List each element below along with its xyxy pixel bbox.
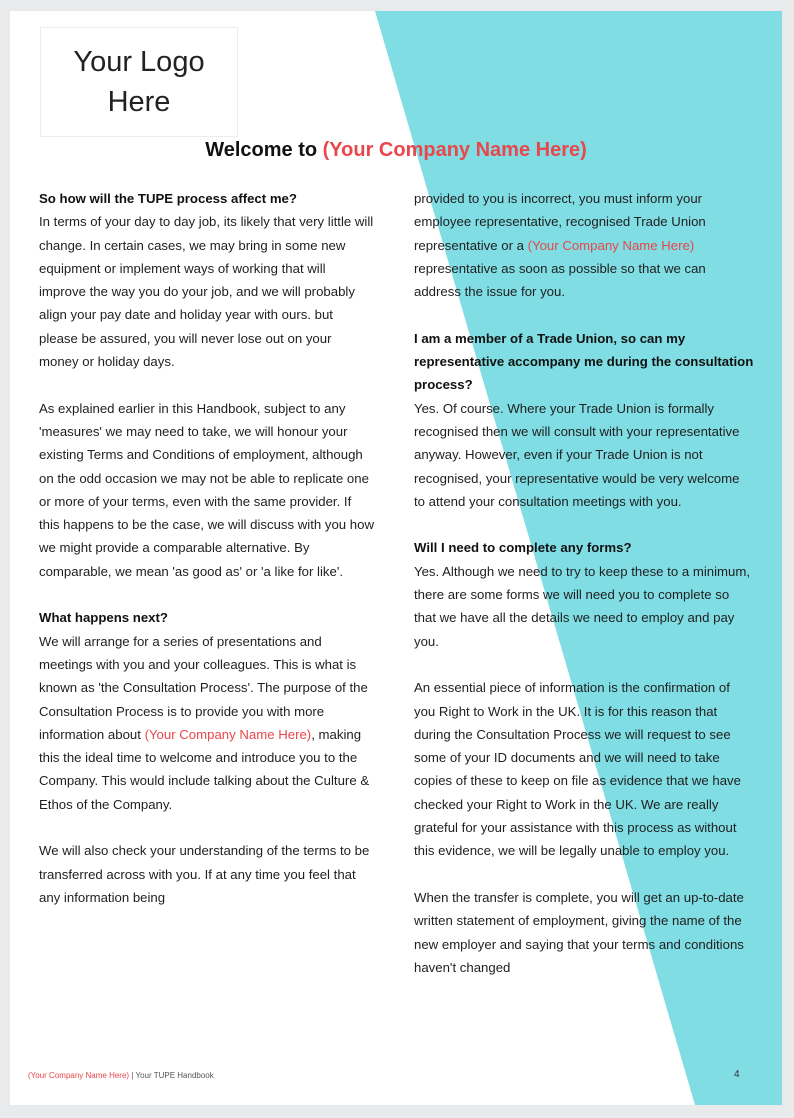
heading-forms: Will I need to complete any forms? (414, 540, 632, 556)
right-column (414, 187, 754, 1002)
footer (28, 1071, 214, 1080)
footer-company-name: (Your Company Name Here) (28, 1071, 130, 1080)
footer-separator: | (129, 1071, 136, 1080)
heading-trade-union: I am a member of a Trade Union, so can my representative accompany me during the consultation process? (414, 330, 754, 393)
heading-tupe-effect: So how will the TUPE process affect me? (39, 191, 297, 206)
title-company-name: (Your Company Name Here) (322, 139, 587, 161)
inline-company-name: (Your Company Name Here) (527, 237, 695, 253)
left-column (39, 187, 374, 933)
consultation-text-b: , making this the ideal time to welcome and introduce you to the Company. This would include talking about the Culture & Ethos of the Company. (39, 726, 370, 812)
logo-text: Your Logo Here (73, 46, 205, 118)
paragraph-understanding: We will also check your understanding of the terms to be transferred across with you. If at any time you feel that any information being (39, 843, 370, 905)
paragraph-trade-union: Yes. Of course. Where your Trade Union is formally recognised then we will consult with your representative anyway. However, even if your Trade Union is not recognised, your representative would be very welcome to attend your consultation meetings with you. (414, 400, 740, 509)
logo-placeholder (40, 27, 238, 137)
page-number: 4 (734, 1069, 740, 1080)
heading-what-next: What happens next? (39, 610, 168, 626)
page-title (10, 139, 782, 162)
document-page (10, 11, 782, 1105)
paragraph-terms-honour: As explained earlier in this Handbook, subject to any 'measures' we may need to take, we will honour your existing Terms and Conditions of employment, although on the odd occasion we may not be able to replicate one or more of your terms, even with the same provider. If this happens to be the case, we will discuss with you how we might provide a comparable alternative. By comparable, we mean 'as good as' or 'a like for like'. (39, 400, 374, 579)
incorrect-text-a: provided to you is incorrect, you must inform your employee representative, recognised Trade Union representative or a (414, 191, 706, 253)
consultation-text-a: We will arrange for a series of presentations and meetings with you and your colleagues. This is what is known as 'the Consultation Process'. The purpose of the Consultation Process is to provide you with more information about (39, 633, 368, 742)
footer-handbook: Your TUPE Handbook (135, 1071, 214, 1080)
paragraph-forms: Yes. Although we need to try to keep these to a minimum, there are some forms we will need you to complete so that we have all the details we need to employ and pay you. (414, 563, 750, 649)
inline-company-name: (Your Company Name Here) (144, 726, 312, 742)
incorrect-text-b: representative as soon as possible so that we can address the issue for you. (414, 260, 706, 300)
title-prefix: Welcome to (205, 139, 323, 161)
paragraph-consultation (39, 630, 374, 816)
paragraph-incorrect-info (414, 187, 754, 303)
paragraph-right-to-work: An essential piece of information is the confirmation of you Right to Work in the UK. It is for this reason that during the Consultation Process we will request to see some of your ID documents and we will need to take copies of these to keep on file as evidence that we have checked your Right to Work in the UK. We are really grateful for your assistance with this process as without this evidence, we will be legally unable to employ you. (414, 680, 741, 859)
paragraph-transfer-complete: When the transfer is complete, you will get an up-to-date written statement of employment, giving the name of the new employer and saying that your terms and conditions haven't changed (414, 889, 744, 975)
paragraph-day-to-day: In terms of your day to day job, its likely that very little will change. In certain cases, we may bring in some new equipment or implement ways of working that will improve the way you do your job, and we will probably align your pay date and holiday year with ours. but please be assured, you will never lose out on your money or holiday days. (39, 214, 374, 370)
